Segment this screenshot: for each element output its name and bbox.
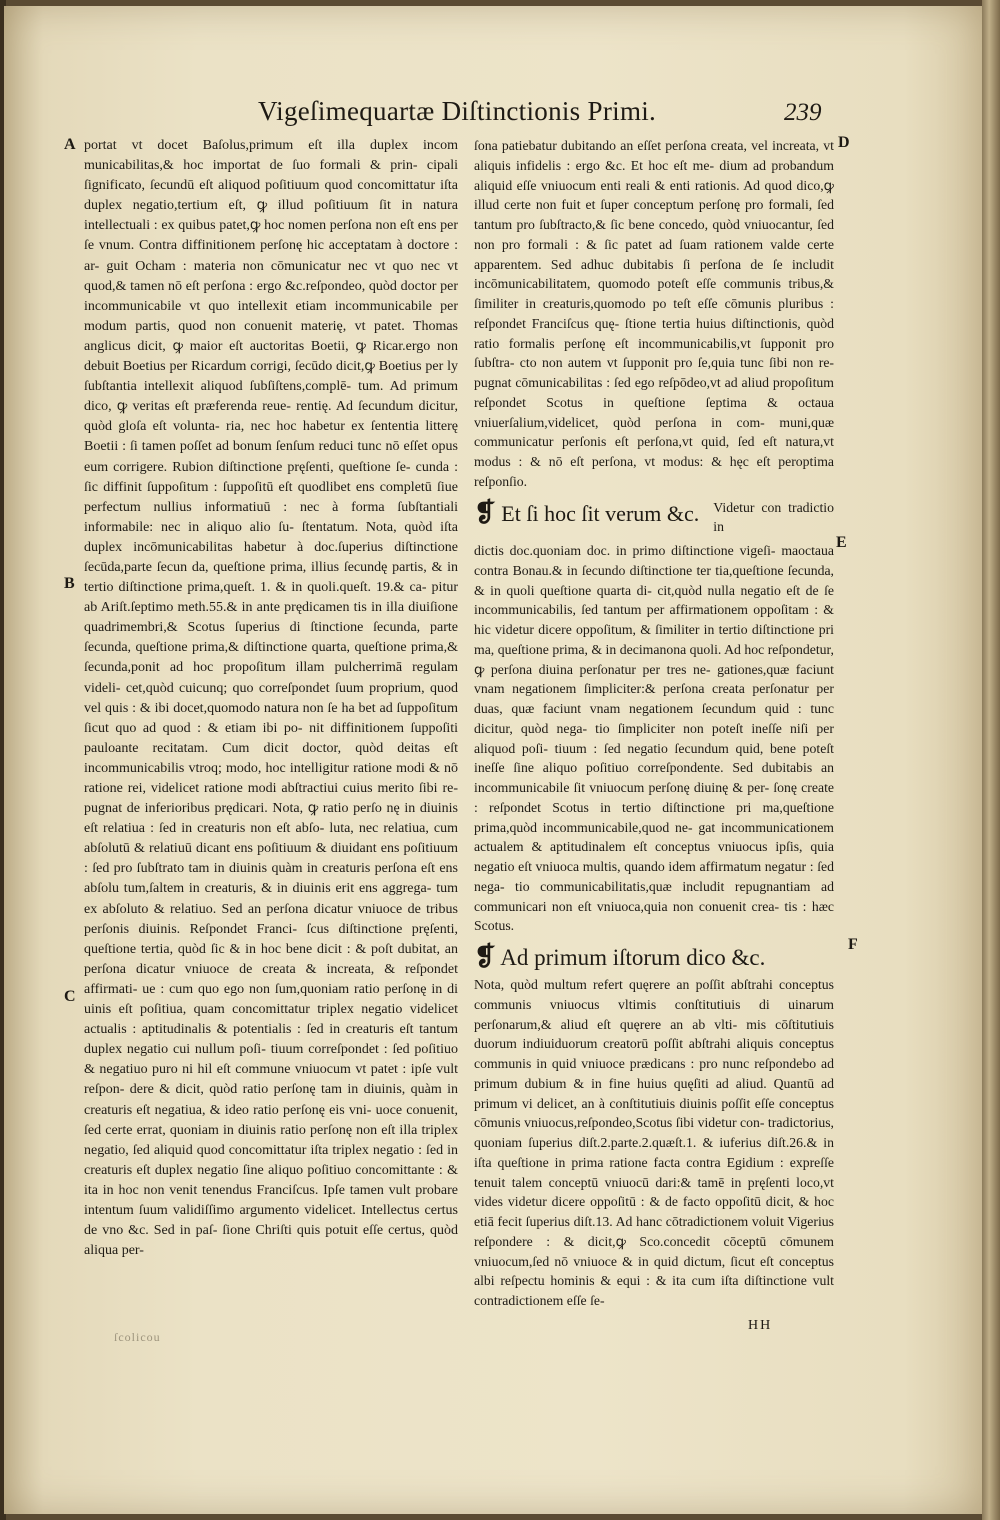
running-title: Vigeſimequartæ Diſtinctionis Primi. <box>258 96 657 126</box>
lemma-2-text: Ad primum iſtorum dico &c. <box>500 945 766 970</box>
section-marker-f: F <box>848 936 858 953</box>
section-marker-a: A <box>64 136 76 153</box>
right-column <box>474 136 834 1311</box>
section-marker-b: B <box>64 575 75 592</box>
section-marker-c: C <box>64 988 76 1005</box>
folio-number: 239 <box>784 99 822 126</box>
lemma-1-continuation: Videtur con tradictio in <box>713 499 834 535</box>
show-through-text: ſcolicou <box>114 1330 161 1344</box>
lemma-heading-1 <box>474 498 834 538</box>
section-marker-d: D <box>838 134 850 151</box>
right-paragraph-1: ſona patiebatur dubitando an eſſet perſona creata, vel increata, vt aliquis infidelis : ergo &c. Et hoc eſt me- dium ad probandum aliquid eſſe vniuocum enti reali & enti rationis. Ad quod dico,ꝙ illud certe non fuit et ſuper conceptum perſonę pro formali, ſed tantum pro ſubſtracto,& ſic bene concedo, quòd vniuocantur, ſed non pro formali : & ſic patet ad ſuam rationem valde certe apparentem. Sed adhuc dubitabis ſi perſona de ſe includit incōmunicabilitatem, quomodo poteſt eſſe communis tribus,& ſimiliter in creaturis,quomodo po teſt eſſe cōmunis pluribus : reſpondet Franciſcus quę- ſtione tertia huius diſtinctionis, quòd ratio formalis perſonę eſt incommunicabilis,vt ſupponit pro ſubſtra- cto non autem vt ſupponit pro ſe,quia tunc ſibi non re- pugnat cōmunicabilitas : ſed ego reſpōdeo,vt ad aliud propoſitum reſpondet Scotus in queſtione ſeptima & octaua vniuerſalium,videlicet, quòd perſona in com- muni,quæ communicatur perſonis eſt perſona,vt quid, ſed eſt natura,vt modus : & nō eſt perſona, vt modus: & hęc eſt peroptima reſponſio. <box>474 138 834 489</box>
left-column-text: portat vt docet Baſolus,primum eſt illa duplex incom municabilitas,& hoc importat de ſuo formali & prin- cipali ſignificato, ſecundū eſt aliquod poſitiuum quod concomittatur iſta duplex negatio,tertium eſt, ꝙ illud poſitiuum ſit in natura intellectuali : ex quibus patet,ꝙ hoc nomen perſona non eſt ens per ſe vnum. Contra diffinitionem perſonę hic acceptatam à doctore : ar- guit Ocham : materia non cōmunicatur nec vt quo nec vt quod,& tamen nō eſt perſona : ergo &c.reſpondeo, quòd doctor per incommunicabile vt quo intellexit etiam incommunicabile per modum partis, quod non conuenit materię, vt patet. Thomas anglicus dicit, ꝙ maior eſt auctoritas Boetii, ꝙ Ricar.ergo non debuit Boetius per Ricardum corrigi, ſecūdo dicit,ꝙ Boetius per ly ſubſtantia intellexit aliquod ſubſiſtens,complē- tum. Ad primum dico, ꝙ veritas eſt præferenda reue- rentię. Ad ſecundum dicitur, quòd gloſa eſt volunta- ria, nec hoc habetur ex ſententia litterę Boetii : ſi tamen poſſet ad bonum ſenſum reduci tunc nō eſſet opus eum corrigere. Rubion diſtinctione pręſenti, queſtione ſe- cunda : ſic diffinit ſuppoſitum : ſuppoſitū eſt quodlibet ens completū ſiue perfectum nullius informatiuū : nec à forma ſubſtantiali informabile: nec in aliquo alio ſu- ſtentatum. Nota, quòd iſta duplex incōmunicabilitas habetur à doc.ſuperius diſtinctione ſecūda,parte ſecun da, queſtione prima, illius ſecundę partis, & in tertio diſtinctione prima,queſt. 1. & in quoli.queſt. 19.& ca- pitur ab Ariſt.ſeptimo meth.55.& in ante prędicamen tis in illa diuiſione quadrimembri,& Scotus ſuperius di ſtinctione ſecunda, parte ſecunda, queſtione prima,& diſtinctione quarta, queſtione prima,& ſecunda,ponit ad hoc propoſitum illam pulcherrimā regulam videli- cet,quòd cuicunq; quo correſpondet ſuum proprium, quod vel quis : & ibi docet,quomodo natura non ſe ha bet ad ſuppoſitum ſicut quo ad quod : & etiam ibi po- nit diffinitionem ſuppoſiti pauloante recitatam. Cum dicit doctor, quòd deitas eſt incommunicabilis vtroq; modo, hoc intelligitur ratione modi & nō ratione rei, videlicet ratione modi abſtractiui cuius merito ſibi re- pugnat de inferioribus prędicari. Nota, ꝙ ratio perſo nę in diuinis eſt relatiua : ſed in creaturis non eſt abſo- luta, nec relatiua, cum abſolutū & relatiuū dicant ens poſitiuum & diuidant ens poſitiuum : ſed pro ſubſtrato tam in diuinis quàm in creaturis perſona eſt ens abſolu tum,ſaltem in creaturis, & in diuinis erit ens aggrega- tum ex abſoluto & relatiuo. Sed an perſona dicatur vniuoce de tribus perſonis diuinis. Reſpondet Franci- ſcus diſtinctione pręſenti, queſtione tertia, quòd ſic & in hoc bene dicit : & poſt dubitat, an perſona dicatur vniuoce de creata & increata, & reſpondet affirmati- ue : cum quo ego non ſum,quoniam ratio perſonę in di uinis eſt poſitiua, quam concomittatur triplex negatio videlicet actualis : aptitudinalis & potentialis : ſed in creaturis eſt tantum duplex negatio cui nullum poſi- tiuum correſpondet : ſed poſitiuo & negatiuo puro ni hil eſt commune vniuocum vt patet : ipſe vult reſpon- dere & dicit, quòd ratio perſonę tam in diuinis, quàm in creaturis eſt negatiua, & ideo ratio perſonę eis vni- uoce conuenit, ſed certe errat, quoniam in diuinis ratio perſonę non eſt illa triplex negatio, ſed aliquid quod concomittatur iſta triplex negatio : ſed in creaturis eſt duplex negatio ſine aliquo poſitiuo concomittante : & ita in hoc non venit tenendus Franciſcus. Ipſe tamen vult probare intentum ſuum validiſſimo argumento videlicet. Intellectus certus de vno &c. Sed in paſ- ſione Chriſti quis potuit eſſe certus, quòd aliqua per- <box>84 138 458 1259</box>
pilcrow-icon: ❡ <box>474 497 496 527</box>
right-paragraph-3: Nota, quòd multum refert quęrere an poſſit abſtrahi conceptus communis vniuocus vltimis conſtitutiuis di uinarum perſonarum,& aliud eſt quęrere an ab vlti- mis cōſtitutiuis duorum indiuiduorum creatorū poſſit abſtrahi aliquis conceptus communis in quid vniuoce prædicans : pro nunc reſpondebo ad primum dubium & in fine huius quęſiti ad aliud. Quantū ad primum vi delicet, an à conſtitutiuis diuinis poſſit eſſe conceptus cōmunis vniuocus,reſpondeo,Scotus ſibi videtur con- tradictorius, quoniam ſuperius diſt.2.parte.2.quæſt.1. & iuferius diſt.26.& in iſta queſtione in prima ratione facta contra Egidium : expreſſe tenuit talem conceptū vniuocū dari:& tamē in pręſenti loco,vt vides videtur dicere oppoſitū : & de facto oppoſitū dicit, & hoc etiā fecit ſuperius diſt.13. Ad hanc cōtradictionem voluit Vigerius reſpondere : & dicit,ꝙ Sco.concedit cōceptū cōmunem vniuocum,ſed nō vniuoce & in quid dictum, ſicut eſt conceptus albi reſpectu hominis & equi : & ita cum iſta diſtinctione vult contradictionem eſſe ſe- <box>474 977 834 1308</box>
lemma-heading-2 <box>474 942 834 973</box>
lemma-1-text: Et ſi hoc ſit verum &c. <box>501 500 700 526</box>
right-paragraph-2: dictis doc.quoniam doc. in primo diſtinctione vigeſi- maoctaua contra Bonau.& in ſecundo diſtinctione ter tia,queſtione ſecunda, & in quoli queſtione quarta di- cit,quòd nulla negatio eſt de ſe incommunicabilis, ſed tantum per affirmationem oppoſitam : & hic videtur dicere oppoſitum, & ſimiliter in tertio diſtinctione pri ma, queſtione prima, & in decimanona quoli. Ad hoc reſpondetur, ꝙ perſona diuina perſonatur per tres ne- gationes,quæ faciunt vnam negationem ſimpliciter:& perſona creata perſonatur per duas, quæ faciunt vnam negationem ſecundum quid : tunc dicitur, quòd nega- tio ſimpliciter non poteſt ineſſe niſi per aliquod poſi- tiuum : ſed negatio ſecundum quid, bene poteſt ineſſe ſine aliquo poſitiuo correſpondente. Sed dubitabis an incommunicabile ſit vniuocum perſonę diuinę & per- ſonę create : reſpondet Scotus in tertio diſtinctione pri ma,queſtione prima,quòd incommunicabile,quod ne- gat incommunicationem actualem & aptitudinalem eſt conceptus vniuocus ipſis, quia negatio eſt vniuoca multis, quando idem affirmatum negatur : ſed nega- tio communicabilitatis,quæ includit repugnantiam ad communicari non eſt vniuoca,quia non conuenit crea- tis : hæc Scotus. <box>474 543 834 934</box>
section-marker-e: E <box>836 534 847 551</box>
pilcrow-icon: ❡ <box>474 942 496 971</box>
lemma-1 <box>474 498 699 529</box>
signature-mark: HH <box>748 1318 773 1333</box>
page-edge <box>982 0 1000 1520</box>
left-column <box>84 136 458 1261</box>
